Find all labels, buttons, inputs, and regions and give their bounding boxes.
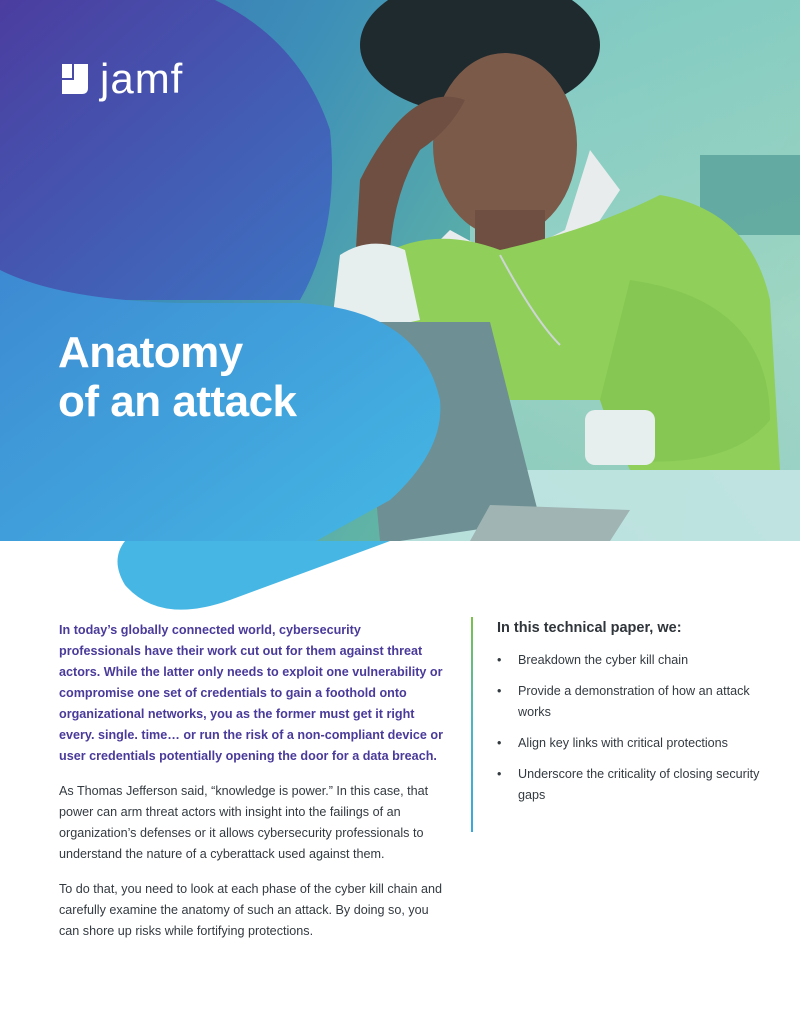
column-divider bbox=[471, 617, 473, 832]
title-line-1: Anatomy bbox=[58, 328, 243, 377]
sidebar-heading: In this technical paper, we: bbox=[497, 620, 682, 636]
bullet-icon: • bbox=[497, 684, 502, 698]
brand-logo bbox=[58, 55, 184, 102]
jamf-logo-icon bbox=[58, 62, 92, 96]
page-title bbox=[58, 328, 297, 426]
bullet-icon: • bbox=[497, 736, 502, 750]
list-item bbox=[497, 681, 767, 723]
intro-paragraph: In today’s globally connected world, cybersecurity professionals have their work cut out for them against threat actors. While the latter only needs to exploit one vulnerability or compromise one set of credentials to gain a foothold onto organizational networks, you as the former must get it right every. single. time… or run the risk of a non-compliant device or user credentials potentially opening the door for a data breach. bbox=[59, 623, 443, 763]
body-paragraph-1: As Thomas Jefferson said, “knowledge is power.” In this case, that power can arm threat actors with insight into the failings of an organization’s defenses or it allows cybersecurity professionals to understand the nature of a cyberattack used against them. bbox=[59, 784, 429, 861]
brand-wordmark: jamf bbox=[100, 55, 184, 102]
bullet-icon: • bbox=[497, 767, 502, 781]
body-paragraph-2: To do that, you need to look at each phase of the cyber kill chain and carefully examine the anatomy of such an attack. By doing so, you can shore up risks while fortifying protections. bbox=[59, 882, 442, 938]
list-item-text: Provide a demonstration of how an attack works bbox=[518, 684, 750, 719]
summary-sidebar bbox=[497, 620, 767, 816]
list-item-text: Align key links with critical protections bbox=[518, 736, 728, 750]
title-line-2: of an attack bbox=[58, 377, 297, 426]
list-item-text: Underscore the criticality of closing security gaps bbox=[518, 767, 760, 802]
list-item bbox=[497, 764, 767, 806]
list-item bbox=[497, 733, 767, 754]
bullet-icon: • bbox=[497, 653, 502, 667]
main-body bbox=[59, 620, 444, 956]
bullet-list bbox=[497, 650, 767, 806]
list-item bbox=[497, 650, 767, 671]
list-item-text: Breakdown the cyber kill chain bbox=[518, 653, 689, 667]
